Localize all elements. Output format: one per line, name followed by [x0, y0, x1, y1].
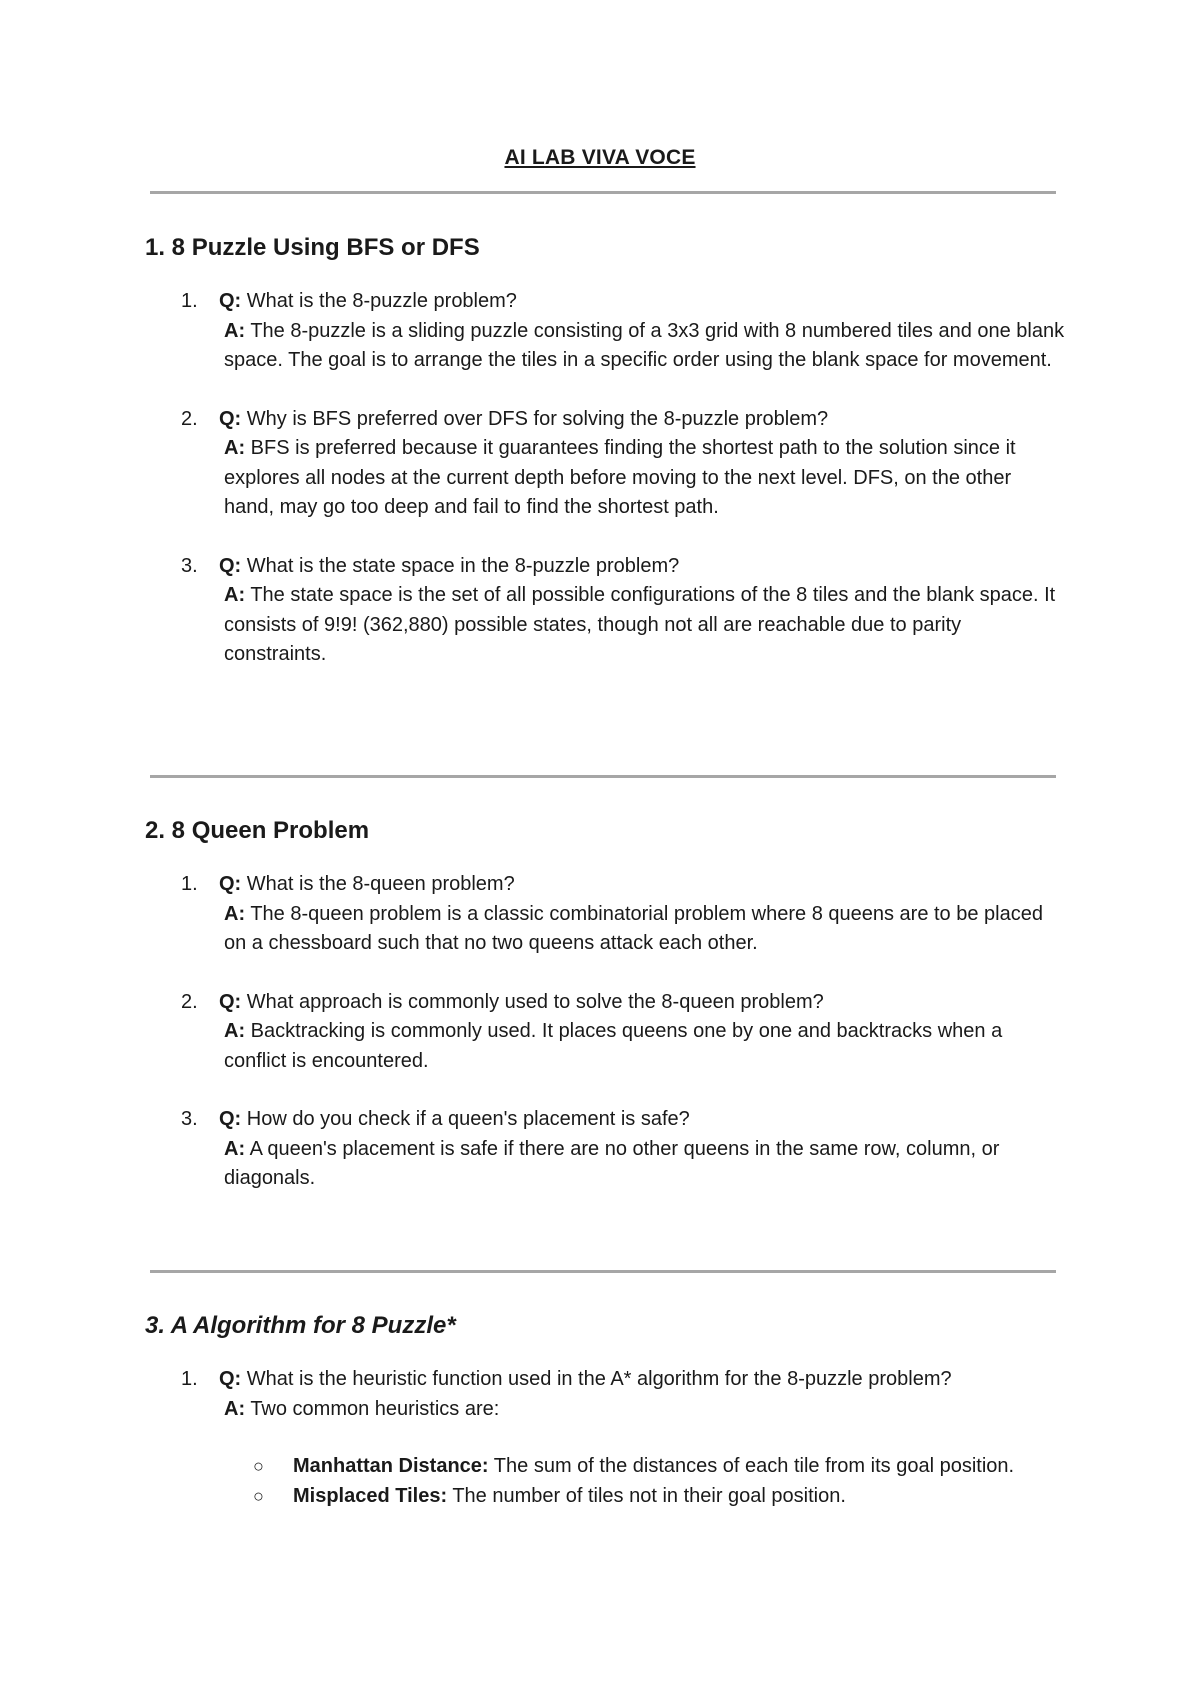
- answer-line: [219, 1395, 1065, 1425]
- answer-label: A:: [224, 1137, 246, 1160]
- answer-line: [219, 1017, 1065, 1076]
- answer-text: A queen's placement is safe if there are no other queens in the same row, column, or diagonals.: [224, 1137, 1000, 1189]
- horizontal-rule: [150, 191, 1056, 194]
- question-text: What is the 8-queen problem?: [246, 873, 515, 895]
- item-number: 1.: [181, 1368, 198, 1390]
- document-title: AI LAB VIVA VOCE: [504, 146, 696, 169]
- question-label: Q:: [219, 990, 242, 1013]
- horizontal-rule: [150, 775, 1056, 778]
- answer-line: [219, 317, 1065, 376]
- item-number: 1.: [181, 290, 198, 312]
- question-line: [219, 405, 1065, 435]
- item-number: 2.: [181, 990, 198, 1013]
- answer-text: The 8-queen problem is a classic combinatorial problem where 8 queens are to be placed on a chessboard such that no two queens attack each other.: [224, 902, 1043, 954]
- question-text: How do you check if a queen's placement is safe?: [246, 1108, 690, 1130]
- section-a-star-8-puzzle: [145, 1311, 1065, 1540]
- hollow-circle-bullet-icon: ○: [253, 1485, 264, 1506]
- question-label: Q:: [219, 407, 242, 430]
- qa-item: [145, 287, 1065, 376]
- answer-label: A:: [224, 1020, 246, 1042]
- item-number: 3.: [181, 554, 198, 577]
- question-line: [219, 287, 1065, 317]
- bullet-text: The sum of the distances of each tile from its goal position.: [493, 1455, 1015, 1477]
- question-line: [219, 988, 1065, 1018]
- answer-label: A:: [224, 319, 246, 342]
- qa-item: [145, 552, 1065, 670]
- section-heading: 3. A Algorithm for 8 Puzzle*: [145, 1312, 456, 1339]
- section-8-queen-problem: [145, 816, 1065, 1223]
- question-text: What is the 8-puzzle problem?: [246, 290, 517, 312]
- horizontal-rule: [150, 1270, 1056, 1273]
- question-label: Q:: [219, 873, 242, 895]
- bullet-term: Misplaced Tiles:: [293, 1484, 448, 1507]
- answer-text: Backtracking is commonly used. It places queens one by one and backtracks when a conflict is encountered.: [224, 1020, 1003, 1072]
- bullet-text: The number of tiles not in their goal position.: [452, 1484, 846, 1507]
- section-8-puzzle-bfs-dfs: [145, 233, 1065, 699]
- answer-label: A:: [224, 437, 246, 459]
- section-heading: 1. 8 Puzzle Using BFS or DFS: [145, 234, 480, 261]
- answer-line: [219, 581, 1065, 670]
- answer-line: [219, 434, 1065, 523]
- qa-item: [145, 1105, 1065, 1194]
- question-text: What is the state space in the 8-puzzle problem?: [246, 554, 680, 577]
- answer-label: A:: [224, 584, 246, 606]
- question-text: What approach is commonly used to solve the 8-queen problem?: [246, 990, 824, 1013]
- answer-text: The 8-puzzle is a sliding puzzle consisting of a 3x3 grid with 8 numbered tiles and one blank space. The goal is to arrange the tiles in a specific order using the blank space for movement.: [224, 319, 1065, 371]
- section-heading: 2. 8 Queen Problem: [145, 817, 370, 844]
- question-label: Q:: [219, 290, 242, 312]
- answer-label: A:: [224, 1397, 246, 1420]
- answer-text: The state space is the set of all possible configurations of the 8 tiles and the blank space. It consists of 9!9! (362,880) possible states, though not all are reachable due to parity constraints.: [224, 584, 1056, 665]
- item-number: 1.: [181, 873, 198, 895]
- answer-label: A:: [224, 902, 246, 925]
- question-text: What is the heuristic function used in the A* algorithm for the 8-puzzle problem?: [246, 1368, 952, 1390]
- question-line: [219, 1365, 1065, 1395]
- question-line: [219, 870, 1065, 900]
- qa-item: [145, 988, 1065, 1077]
- qa-list: [145, 870, 1065, 1194]
- list-item: [219, 1482, 1065, 1512]
- qa-list: [145, 1365, 1065, 1511]
- question-line: [219, 1105, 1065, 1135]
- qa-item: [145, 405, 1065, 523]
- answer-text: BFS is preferred because it guarantees finding the shortest path to the solution since it explores all nodes at the current depth before moving to the next level. DFS, on the other hand, may go too deep and fail to find the shortest path.: [224, 437, 1016, 518]
- item-number: 3.: [181, 1108, 198, 1130]
- hollow-circle-bullet-icon: ○: [253, 1456, 264, 1476]
- qa-list: [145, 287, 1065, 670]
- item-number: 2.: [181, 407, 198, 430]
- answer-line: [219, 1135, 1065, 1194]
- question-label: Q:: [219, 1108, 242, 1130]
- answer-text: Two common heuristics are:: [250, 1397, 500, 1420]
- answer-line: [219, 900, 1065, 959]
- list-item: [219, 1452, 1065, 1482]
- question-text: Why is BFS preferred over DFS for solving the 8-puzzle problem?: [246, 407, 829, 430]
- question-line: [219, 552, 1065, 582]
- heuristics-list: [219, 1452, 1065, 1511]
- question-label: Q:: [219, 1368, 242, 1390]
- qa-item: [145, 1365, 1065, 1511]
- qa-item: [145, 870, 1065, 959]
- question-label: Q:: [219, 554, 242, 577]
- bullet-term: Manhattan Distance:: [293, 1455, 489, 1477]
